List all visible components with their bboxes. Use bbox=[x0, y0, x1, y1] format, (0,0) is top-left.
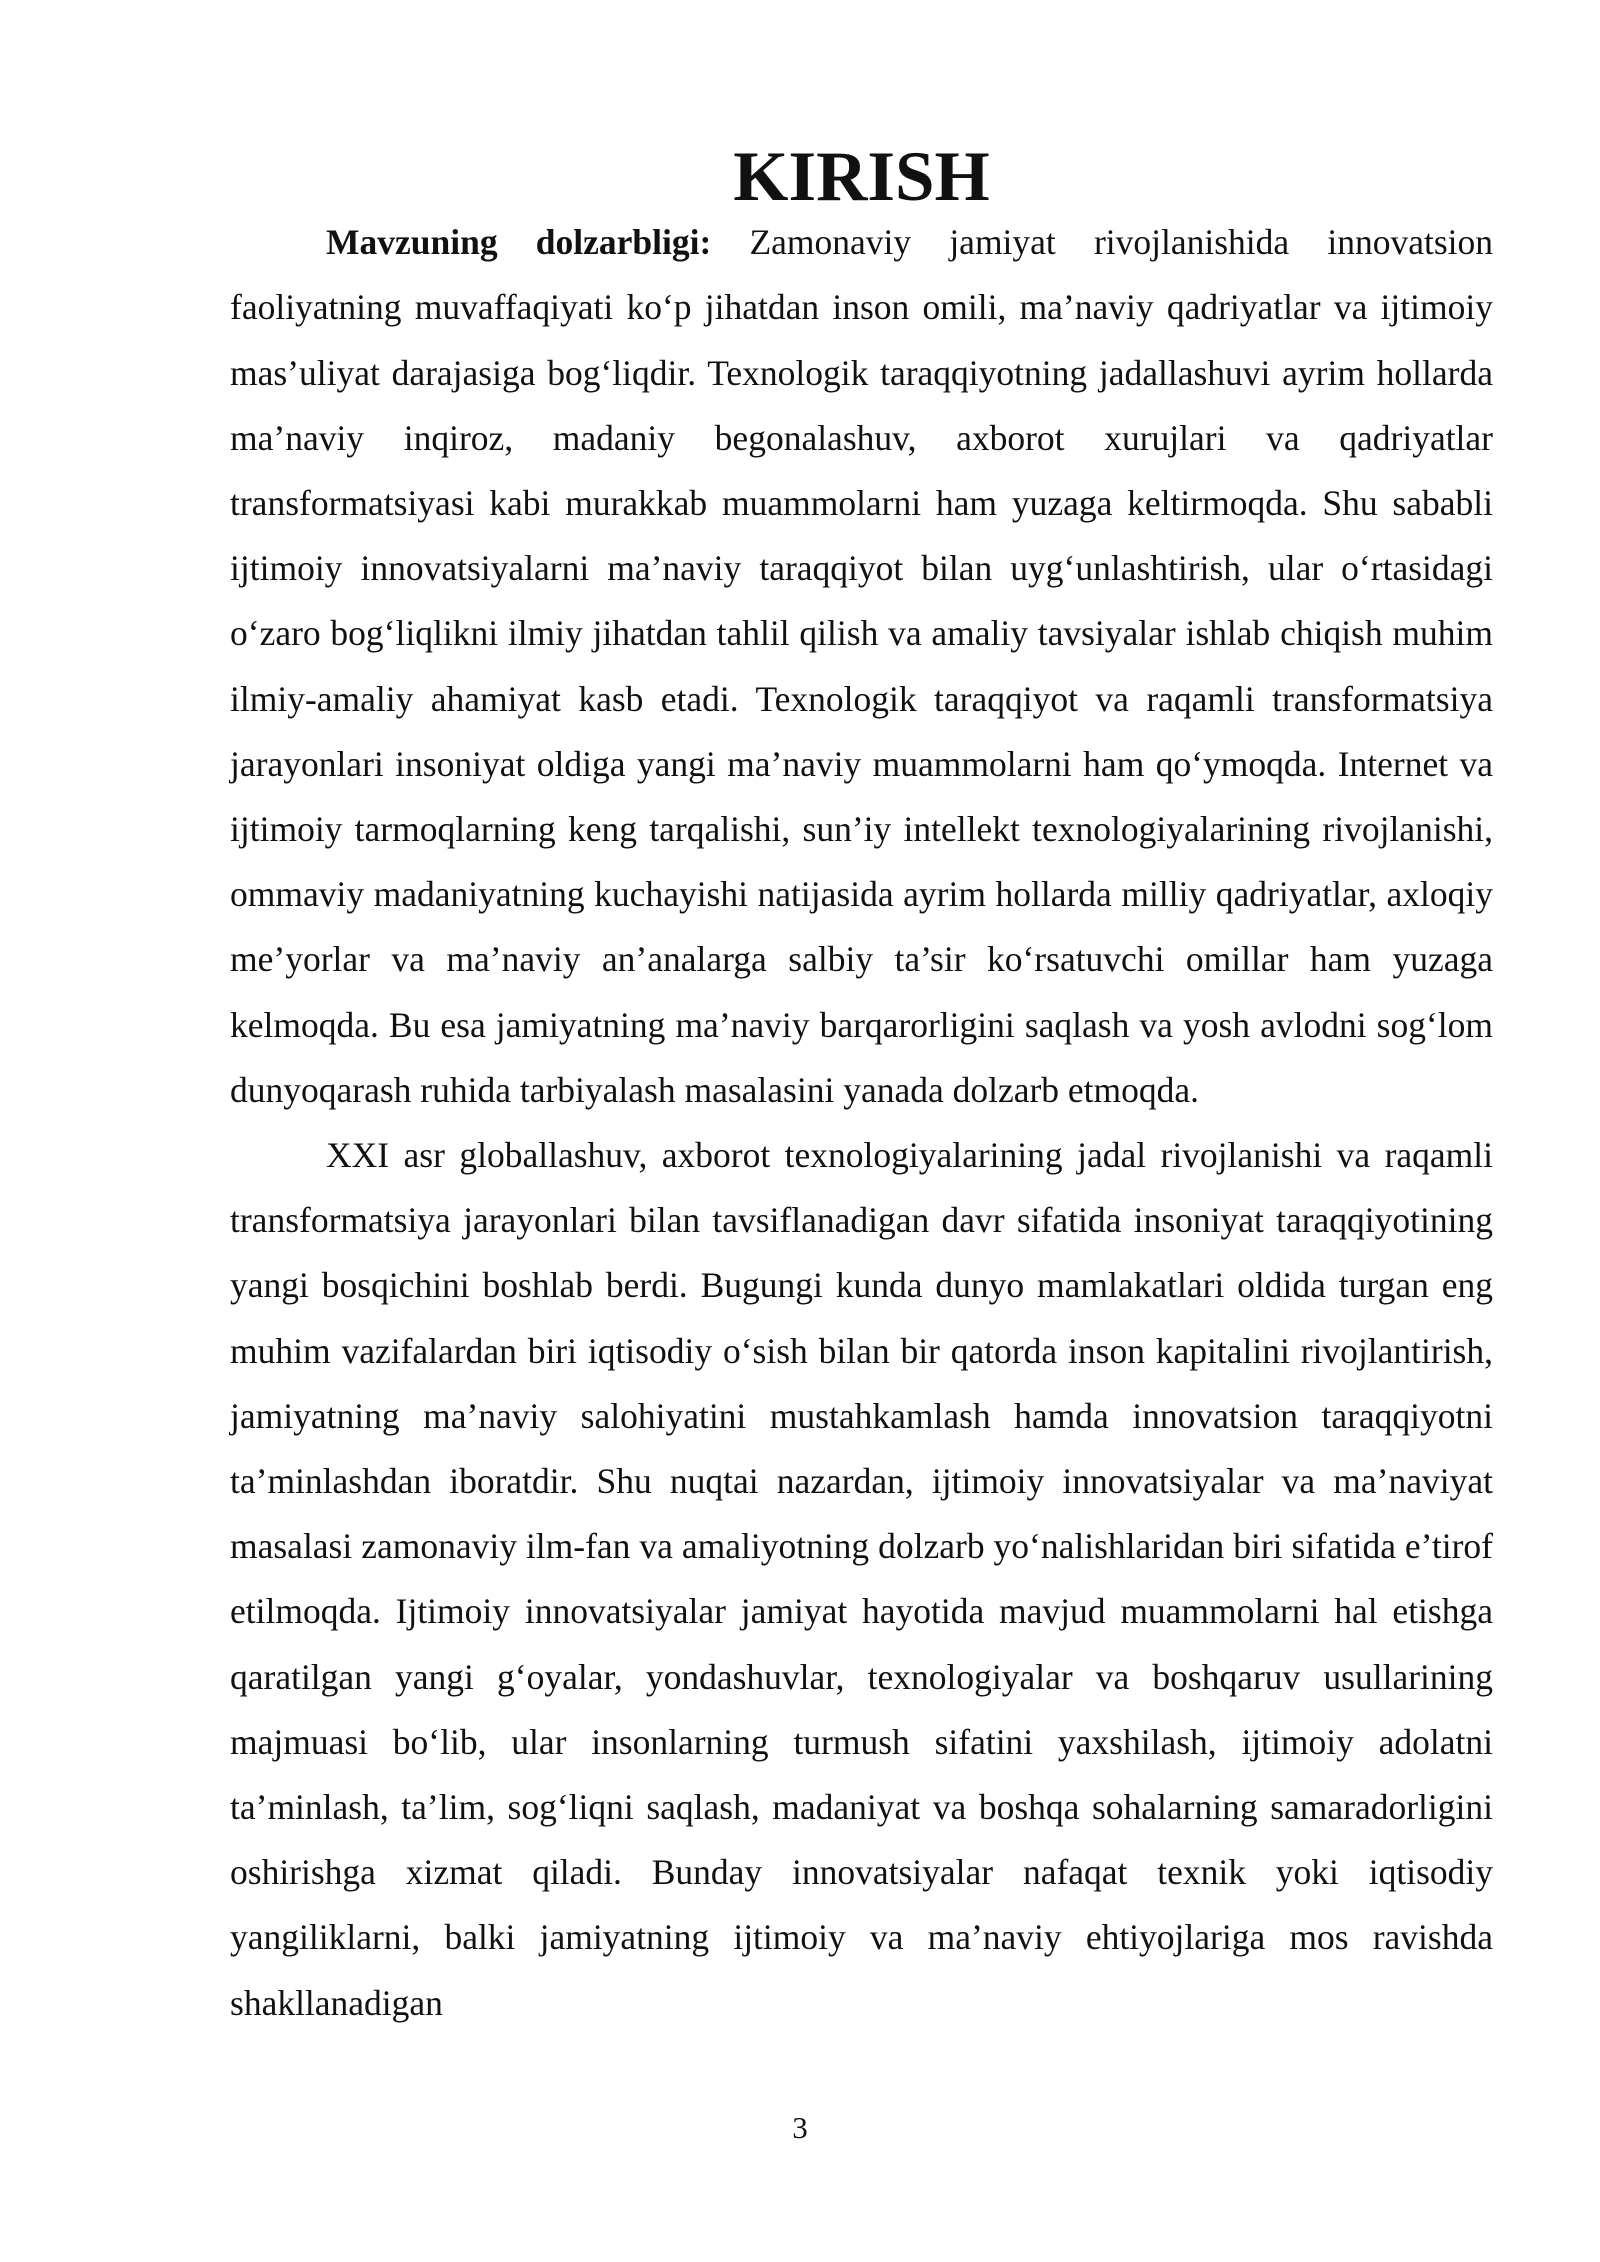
paragraph-lead: Mavzuning dolzarbligi: bbox=[326, 222, 712, 263]
paragraph-relevance-text: Zamonaviy jamiyat rivojlanishida innovatsion faoliyatning muvaffaqiyati ko‘p jihatdan inson omili, ma’naviy qadriyatlar va ijtimoiy mas’uliyat darajasiga bog‘liqdir. Texnologik taraqqiyotning jadallashuvi ayrim hollarda ma’naviy inqiroz, madaniy begonalashuv, axborot xurujlari va qadriyatlar transformatsiyasi kabi murakkab muammolarni ham yuzaga keltirmoqda. Shu sababli ijtimoiy innovatsiyalarni ma’naviy taraqqiyot bilan uyg‘unlashtirish, ular o‘rtasidagi o‘zaro bog‘liqlikni ilmiy jihatdan tahlil qilish va amaliy tavsiyalar ishlab chiqish muhim ilmiy-amaliy ahamiyat kasb etadi. Texnologik taraqqiyot va raqamli transformatsiya jarayonlari insoniyat oldiga yangi ma’naviy muammolarni ham qo‘ymoqda. Internet va ijtimoiy tarmoqlarning keng tarqalishi, sun’iy intellekt texnologiyalarining rivojlanishi, ommaviy madaniyatning kuchayishi natijasida ayrim hollarda milliy qadriyatlar, axloqiy me’yorlar va ma’naviy an’analarga salbiy ta’sir ko‘rsatuvchi omillar ham yuzaga kelmoqda. Bu esa jamiyatning ma’naviy barqarorligini saqlash va yosh avlodni sog‘lom dunyoqarash ruhida tarbiyalash masalasini yanada dolzarb etmoqda. bbox=[230, 222, 1494, 1110]
paragraph-xxi-century: XXI asr globallashuv, axborot texnologiyalarining jadal rivojlanishi va raqamli transformatsiya jarayonlari bilan tavsiflanadigan davr sifatida insoniyat taraqqiyotining yangi bosqichini boshlab berdi. Bugungi kunda dunyo mamlakatlari oldida turgan eng muhim vazifalardan biri iqtisodiy o‘sish bilan bir qatorda inson kapitalini rivojlantirish, jamiyatning ma’naviy salohiyatini mustahkamlash hamda innovatsion taraqqiyotni ta’minlashdan iboratdir. Shu nuqtai nazardan, ijtimoiy innovatsiyalar va ma’naviyat masalasi zamonaviy ilm-fan va amaliyotning dolzarb yo‘nalishlaridan biri sifatida e’tirof etilmoqda. Ijtimoiy innovatsiyalar jamiyat hayotida mavjud muammolarni hal etishga qaratilgan yangi g‘oyalar, yondashuvlar, texnologiyalar va boshqaruv usullarining majmuasi bo‘lib, ular insonlarning turmush sifatini yaxshilash, ijtimoiy adolatni ta’minlash, ta’lim, sog‘liqni saqlash, madaniyat va boshqa sohalarning samaradorligini oshirishga xizmat qiladi. Bunday innovatsiyalar nafaqat texnik yoki iqtisodiy yangiliklarni, balki jamiyatning ijtimoiy va ma’naviy ehtiyojlariga mos ravishda shakllanadigan bbox=[230, 1135, 1493, 2023]
page-content bbox=[230, 138, 1494, 2036]
paragraph-relevance bbox=[230, 210, 1493, 1123]
section-heading: KIRISH bbox=[733, 138, 990, 216]
page-number: 3 bbox=[792, 2110, 808, 2145]
